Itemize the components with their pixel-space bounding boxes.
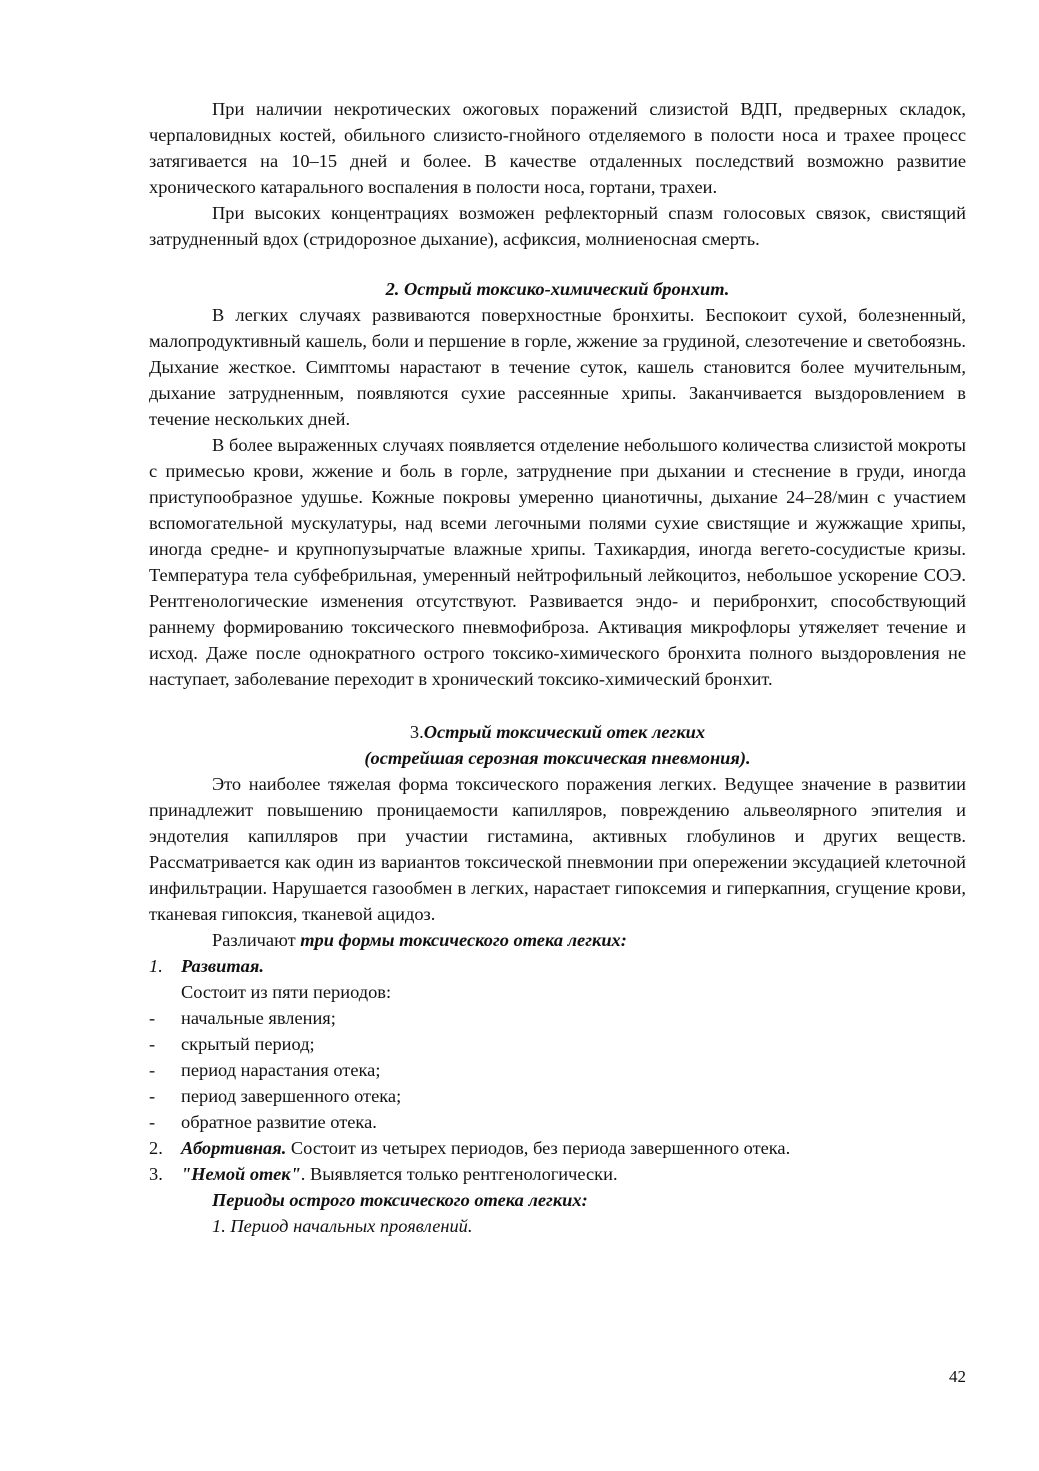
paragraph-forms-intro: [149, 927, 966, 953]
spacer: [149, 252, 966, 276]
dash-marker: -: [149, 1034, 156, 1054]
paragraph-mild-cases: В легких случаях развиваются поверхностные бронхиты. Беспокоит сухой, болезненный, малопродуктивный кашель, боли и першение в горле, жжение за грудиной, слезотечение и светобоязнь. Дыхание жесткое. Симптомы нарастают в течение суток, кашель становится более мучительным, дыхание затрудненным, появляются сухие рассеянные хрипы. Заканчивается выздоровлением в течение нескольких дней.: [149, 305, 966, 429]
document-page: [149, 96, 966, 1239]
forms-intro-text: Различают: [212, 930, 301, 950]
period-text: период завершенного отека;: [181, 1086, 402, 1106]
paragraph-edema-description: Это наиболее тяжелая форма токсического поражения легких. Ведущее значение в развитии принадлежит повышению проницаемости капилляров, повреждению альвеолярного эпителия и эндотелия капилляров при участии гистамина, активных глобулинов и других веществ. Рассматривается как один из вариантов токсической пневмонии при опережении эксудацией клеточной инфильтрации. Нарушается газообмен в легких, нарастает гипоксемия и гиперкапния, сгущение крови, тканевая гипоксия, тканевой ацидоз.: [149, 774, 966, 924]
form-title: "Немой отек": [181, 1164, 301, 1184]
form-line: [181, 1135, 790, 1161]
dash-marker: -: [149, 1060, 156, 1080]
section-heading-bronchitis: 2. Острый токсико-химический бронхит.: [385, 279, 730, 299]
paragraph-severe-cases: В более выраженных случаях появляется отделение небольшого количества слизистой мокроты с примесью крови, жжение и боль в горле, затруднение при дыхании и стеснение в груди, иногда приступообразное удушье. Кожные покровы умеренно цианотичны, дыхание 24–28/мин с участием вспомогательной мускулатуры, над всеми легочными полями сухие свистящие и жужжащие хрипы, иногда средне- и крупнопузырчатые влажные хрипы. Тахикардия, иногда вегето-сосудистые кризы. Температура тела субфебрильная, умеренный нейтрофильный лейкоцитоз, небольшое ускорение СОЭ. Рентгенологические изменения отсутствуют. Развивается эндо- и перибронхит, способствующий раннему формированию токсического пневмофиброза. Активация микрофлоры утяжеляет течение и исход. Даже после однократного острого токсико-химического бронхита полного выздоровления не наступает, заболевание переходит в хронический токсико-химический бронхит.: [149, 435, 966, 689]
form-line: [181, 1161, 618, 1187]
section-heading-edema: [149, 719, 966, 745]
list-item-period: [149, 1057, 966, 1083]
list-item-form-developed: [149, 953, 966, 979]
list-marker: 2.: [149, 1138, 163, 1158]
dash-marker: -: [149, 1112, 156, 1132]
dash-marker: -: [149, 1086, 156, 1106]
paragraph-necrotic-burns: При наличии некротических ожоговых поражений слизистой ВДП, предверных складок, черпаловидных костей, обильного слизисто-гнойного отделяемого в полости носа и трахее процесс затягивается на 10–15 дней и более. В качестве отдаленных последствий возможно развитие хронического катарального воспаления в полости носа, гортани, трахеи.: [149, 99, 966, 197]
spacer: [149, 692, 966, 719]
form-description: . Выявляется только рентгенологически.: [300, 1164, 618, 1184]
forms-intro-emphasis: три формы токсического отека легких:: [300, 930, 627, 950]
list-item-form-silent: [149, 1161, 966, 1187]
paragraph-high-concentrations: При высоких концентрациях возможен рефлекторный спазм голосовых связок, свистящий затрудненный вдох (стридорозное дыхание), асфиксия, молниеносная смерть.: [149, 203, 966, 249]
list-item-period: [149, 1031, 966, 1057]
period-text: скрытый период;: [181, 1034, 315, 1054]
dash-marker: -: [149, 1008, 156, 1028]
period-text: период нарастания отека;: [181, 1060, 381, 1080]
list-marker: 1.: [149, 956, 163, 976]
form-title: Развитая.: [181, 956, 264, 976]
form-title: Абортивная.: [181, 1138, 287, 1158]
periods-heading: Периоды острого токсического отека легких:: [212, 1190, 588, 1210]
section-subtitle-edema: (острейшая серозная токсическая пневмония).: [364, 748, 751, 768]
section-title: Острый токсический отек легких: [423, 722, 706, 742]
list-item-period: [149, 1109, 966, 1135]
list-item-form-abortive: [149, 1135, 966, 1161]
list-item-period: [149, 1005, 966, 1031]
period-text: обратное развитие отека.: [181, 1112, 377, 1132]
list-marker: 3.: [149, 1164, 163, 1184]
period-text: начальные явления;: [181, 1008, 336, 1028]
form-description: Состоит из пяти периодов:: [181, 982, 392, 1002]
form-description: Состоит из четырех периодов, без периода завершенного отека.: [286, 1138, 791, 1158]
period1-heading: 1. Период начальных проявлений.: [212, 1216, 473, 1236]
section-number: 3.: [409, 722, 424, 742]
page-number: 42: [949, 1367, 966, 1386]
list-item-period: [149, 1083, 966, 1109]
